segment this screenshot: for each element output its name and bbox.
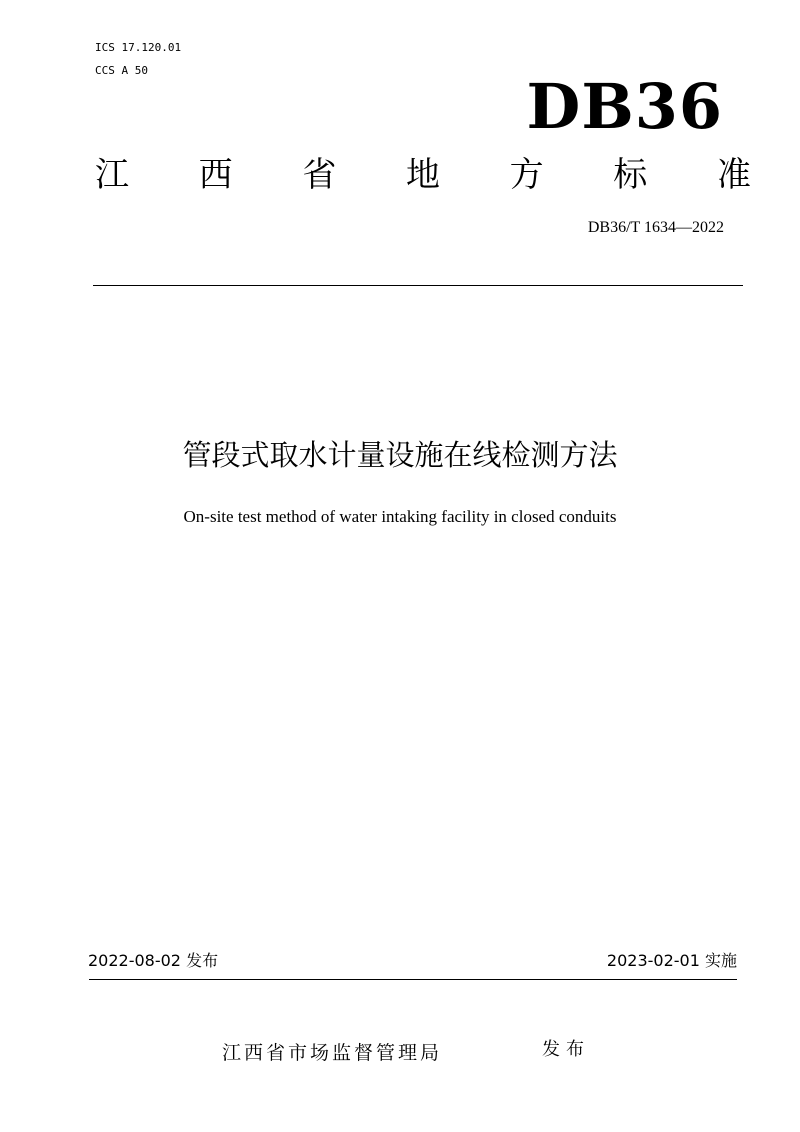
issue-date: 2022-08-02 发布 bbox=[88, 951, 219, 970]
document-title-chinese: 管段式取水计量设施在线检测方法 bbox=[182, 438, 618, 472]
standard-number: DB36/T 1634—2022 bbox=[587, 219, 724, 236]
ccs-code: CCS A 50 bbox=[95, 64, 148, 77]
standard-logo: DB36 bbox=[526, 70, 723, 143]
standard-type-char: 标 bbox=[613, 155, 648, 195]
ics-code: ICS 17.120.01 bbox=[95, 41, 182, 54]
standard-type-char: 江 bbox=[95, 155, 129, 195]
implementation-date: 2023-02-01 实施 bbox=[606, 951, 737, 970]
standard-type-char: 方 bbox=[509, 155, 544, 195]
standard-type-char: 西 bbox=[198, 155, 233, 195]
standard-type-char: 地 bbox=[405, 155, 440, 195]
issuing-authority: 江西省市场监督管理局 bbox=[222, 1042, 443, 1064]
issue-label: 发布 bbox=[542, 1039, 590, 1060]
top-divider bbox=[93, 285, 743, 286]
document-title-english: On-site test method of water intaking facility in closed conduits bbox=[183, 507, 617, 526]
standard-type-char: 省 bbox=[302, 155, 337, 195]
bottom-divider bbox=[89, 979, 737, 980]
standard-type bbox=[95, 152, 751, 198]
standard-type-char: 准 bbox=[716, 155, 751, 195]
